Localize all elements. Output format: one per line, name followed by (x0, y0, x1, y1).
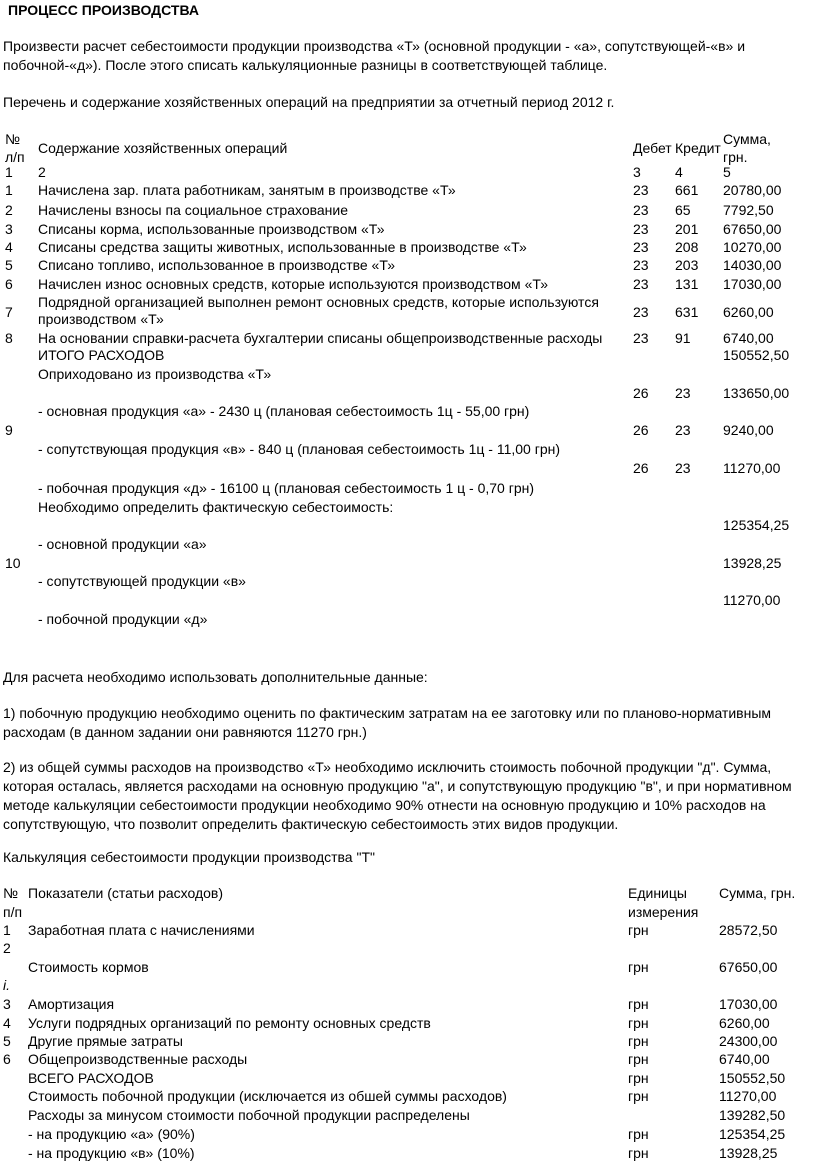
row-num: 1 (5, 182, 13, 198)
calc-header-num: № п/п (3, 885, 23, 920)
calc-row-content: - на продукцию «в» (10%) (28, 1145, 195, 1161)
row-debit: 23 (633, 257, 649, 273)
calc-row-units: грн (628, 1033, 649, 1049)
row-debit: 23 (633, 304, 649, 320)
calc-row-units: грн (628, 922, 649, 938)
row10-item: - основной продукции «а» (38, 536, 207, 552)
calc-row-content: Расходы за минусом стоимости побочной продукции распределены (28, 1107, 470, 1123)
row10-sum: 11270,00 (723, 592, 781, 608)
row-num: 8 (5, 330, 13, 346)
row10-num: 10 (5, 555, 21, 571)
calc-row-units: грн (628, 1145, 649, 1161)
row-sum: 20780,00 (723, 182, 782, 198)
calc-row-units: грн (628, 1051, 649, 1067)
row9-sum: 11270,00 (723, 460, 781, 476)
row9-credit: 23 (675, 385, 691, 401)
row-debit: 23 (633, 239, 649, 255)
col-number: 4 (675, 164, 683, 180)
note-1: 1) побочную продукцию необходимо оценить по фактическим затратам на ее заготовку или по планово-нормативным расходам (в данном задании они равняются 11270 грн.) (3, 705, 772, 740)
calc-row-sum: 125354,25 (719, 1126, 786, 1142)
row-credit: 131 (675, 276, 699, 292)
row9-item: - побочная продукция «д» - 16100 ц (плановая себестоимость 1 ц - 0,70 грн) (38, 480, 535, 496)
calc-row-sum: 139282,50 (719, 1107, 786, 1123)
row-sum: 14030,00 (723, 257, 782, 273)
row-debit: 23 (633, 276, 649, 292)
calc-row-content: Стоимость побочной продукции (исключается из обшей суммы расходов) (28, 1088, 507, 1104)
calc-row-units: грн (628, 1126, 649, 1142)
row-num: 2 (5, 202, 13, 218)
calc-row-num: 6 (3, 1051, 11, 1067)
row-credit: 208 (675, 239, 699, 255)
calc-header-content: Показатели (статьи расходов) (28, 885, 224, 901)
calc-row-units: грн (628, 959, 649, 975)
calc-row-content: Общепроизводственные расходы (28, 1051, 248, 1067)
calc-row-sum: 13928,25 (719, 1145, 778, 1161)
row9-credit: 23 (675, 422, 691, 438)
row9-heading: Оприходовано из производства «Т» (38, 366, 272, 382)
row10-sum: 13928,25 (723, 555, 782, 571)
row10-heading: Необходимо определить фактическую себестоимость: (38, 499, 394, 515)
calc-row-content: ВСЕГО РАСХОДОВ (28, 1070, 154, 1086)
header-content: Содержание хозяйственных операций (38, 140, 288, 156)
row9-debit: 26 (633, 422, 649, 438)
row9-sum: 9240,00 (723, 422, 774, 438)
calc-row-units: грн (628, 1088, 649, 1104)
calc-row-num: 1 (3, 922, 11, 938)
row9-item: - основная продукция «а» - 2430 ц (плановая себестоимость 1ц - 55,00 грн) (38, 403, 530, 419)
calc-row-sum: 24300,00 (719, 1033, 778, 1049)
row10-item: - сопутствующей продукции «в» (38, 573, 246, 589)
row-debit: 23 (633, 202, 649, 218)
row-content: Списаны средства защиты животных, использованные в производстве «Т» (38, 239, 527, 255)
calc-row-sum: 150552,50 (719, 1070, 786, 1086)
row-debit: 23 (633, 182, 649, 198)
calc-header-sum: Сумма, грн. (719, 885, 796, 901)
row9-credit: 23 (675, 460, 691, 476)
calc-row-num: 3 (3, 996, 11, 1012)
row-num: 3 (5, 221, 13, 237)
row-sum: 6740,00 (723, 330, 774, 346)
col-number: 5 (723, 164, 731, 180)
row9-item: - сопутствующая продукция «в» - 840 ц (плановая себестоимость 1ц - 11,00 грн) (38, 441, 561, 457)
calc-caption: Калькуляция себестоимости продукции производства "Т" (3, 849, 375, 865)
col-number: 3 (633, 164, 641, 180)
row-credit: 631 (675, 304, 699, 320)
calc-row-units: грн (628, 1070, 649, 1086)
row-num: 5 (5, 257, 13, 273)
col-number: 2 (38, 164, 46, 180)
row-num: 6 (5, 276, 13, 292)
header-credit: Кредит (675, 140, 721, 156)
calc-row-sum: 17030,00 (719, 996, 778, 1012)
calc-row-num: 5 (3, 1033, 11, 1049)
calc-row-sum: 28572,50 (719, 922, 778, 938)
row10-item: - побочной продукции «д» (38, 611, 208, 627)
row-sum: 17030,00 (723, 276, 782, 292)
row-sum: 10270,00 (723, 239, 782, 255)
calc-header-units: Единицы измерения (628, 885, 699, 920)
row9-num: 9 (5, 422, 13, 438)
row-content: На основании справки-расчета бухгалтерии списаны общепроизводственные расходы (38, 330, 603, 346)
calc-row-units: грн (628, 1015, 649, 1031)
header-sum: Сумма, грн. (723, 131, 771, 165)
list-caption: Перечень и содержание хозяйственных операций на предприятии за отчетный период 2012 г. (3, 94, 615, 110)
row-credit: 661 (675, 182, 699, 198)
calc-row-sum: 11270,00 (719, 1088, 777, 1104)
calc-row-content: Амортизация (28, 996, 115, 1012)
row10-sum: 125354,25 (723, 517, 790, 533)
calc-row-num: 2 (3, 940, 11, 956)
calc-row-units: грн (628, 996, 649, 1012)
row-content: Начислен износ основных средств, которые используются производством «Т» (38, 276, 549, 292)
row-content: Начислены взносы па социальное страхование (38, 202, 349, 218)
calc-row-num: 4 (3, 1015, 11, 1031)
row9-debit: 26 (633, 385, 649, 401)
calc-row-content: Заработная плата с начислениями (28, 922, 255, 938)
row-sum: 7792,50 (723, 202, 774, 218)
row-num-extra: i. (3, 977, 10, 993)
row-credit: 65 (675, 202, 691, 218)
row-credit: 203 (675, 257, 699, 273)
calc-row-content: - на продукцию «а» (90%) (28, 1126, 195, 1142)
row9-sum: 133650,00 (723, 385, 790, 401)
row-num: 4 (5, 239, 13, 255)
calc-row-content: Услуги подрядных организаций по ремонту основных средств (28, 1015, 431, 1031)
row-credit: 91 (675, 330, 691, 346)
row-content: Подрядной организацией выполнен ремонт основных средств, которые используются производством «Т» (38, 294, 599, 327)
total-label: ИТОГО РАСХОДОВ (38, 347, 165, 363)
row-num: 7 (5, 304, 13, 320)
row-content: Списаны корма, использованные производством «Т» (38, 221, 385, 237)
row-debit: 23 (633, 221, 649, 237)
note-2: 2) из общей суммы расходов на производство «Т» необходимо исключить стоимость побочной продукции "д". Сумма, которая осталась, является расходами на основную продукцию "а", и сопутствующую продукцию "в", и при нормативном методе калькуляции себестоимости продукции необходимо 90% отнести на основную продукцию и 10% расходов на сопутствующую, что позволит определить фактическую себестоимость этих видов продукции. (3, 759, 792, 832)
calc-row-sum: 6260,00 (719, 1015, 770, 1031)
calc-row-sum: 67650,00 (719, 959, 778, 975)
intro-paragraph: Произвести расчет себестоимости продукции производства «Т» (основной продукции - «а», сопутствующей-«в» и побочной-«д»). После этого списать калькуляционные разницы в соответствующей таблице. (3, 38, 746, 73)
calc-row-sum: 6740,00 (719, 1051, 770, 1067)
row-content: Списано топливо, использованное в производстве «Т» (38, 257, 396, 273)
page-title: ПРОЦЕСС ПРОИЗВОДСТВА (8, 2, 199, 18)
extra-caption: Для расчета необходимо использовать дополнительные данные: (3, 669, 428, 685)
col-number: 1 (5, 164, 13, 180)
row-sum: 6260,00 (723, 304, 774, 320)
row-credit: 201 (675, 221, 699, 237)
header-debit: Дебет (633, 140, 672, 156)
calc-row-content: Стоимость кормов (28, 959, 149, 975)
row-sum: 67650,00 (723, 221, 782, 237)
total-sum: 150552,50 (723, 347, 790, 363)
row9-debit: 26 (633, 460, 649, 476)
calc-row-content: Другие прямые затраты (28, 1033, 183, 1049)
row-content: Начислена зар. плата работникам, занятым в производстве «Т» (38, 182, 456, 198)
header-num: № л/п (5, 131, 25, 165)
row-debit: 23 (633, 330, 649, 346)
